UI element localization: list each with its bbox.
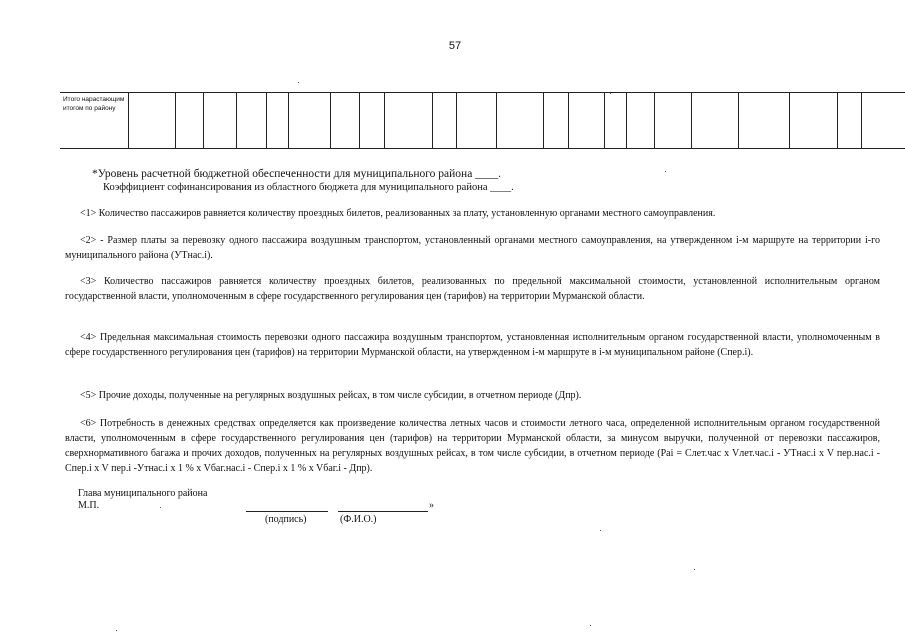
signature-title: Глава муниципального района (78, 488, 208, 499)
table-cell (266, 93, 288, 149)
table-cell (861, 93, 905, 149)
table-cell (128, 93, 175, 149)
footnote-4: <4> Предельная максимальная стоимость перевозки одного пассажира воздушным транспортом, установленная исполнительным органом государственной власти, уполномоченным в сфере государственного регулирования цен (тарифов) на территории Мурманской области, на утвержденном i-м маршруте в i-м муниципальном районе (Спер.i). (65, 332, 880, 358)
table-cell (691, 93, 738, 149)
budget-level-note: *Уровень расчетной бюджетной обеспеченности для муниципального района ____. (92, 168, 502, 180)
scan-speck (590, 625, 591, 626)
scan-speck (116, 630, 117, 631)
scan-speck (298, 82, 299, 83)
table-cell (789, 93, 837, 149)
closing-quote: » (429, 500, 434, 511)
table-cell (359, 93, 384, 149)
name-caption: (Ф.И.О.) (340, 514, 377, 525)
table-cell (543, 93, 568, 149)
table-row (60, 93, 905, 149)
table-cell (330, 93, 359, 149)
signature-line (246, 511, 328, 512)
scan-speck (665, 171, 666, 172)
summary-table (60, 92, 905, 149)
footnote-2: <2> - Размер платы за перевозку одного пассажира воздушным транспортом, установленный органами местного самоуправления, на утвержденном i-м маршруте на территории i-го муниципального района (УТнас.i). (65, 235, 880, 261)
scan-speck (610, 93, 611, 94)
table-cell (456, 93, 496, 149)
table-cell (837, 93, 861, 149)
footnote-1: <1> Количество пассажиров равняется количеству проездных билетов, реализованных за плату, установленную органами местного самоуправления. (80, 208, 716, 219)
footnote-5: <5> Прочие доходы, полученные на регулярных воздушных рейсах, в том числе субсидии, в отчетном периоде (Дпр). (80, 390, 582, 401)
page-number: 57 (448, 40, 462, 52)
stamp-place-label: М.П. (78, 500, 100, 511)
table-cell (288, 93, 330, 149)
table-cell (604, 93, 626, 149)
name-line (338, 511, 428, 512)
table-cell (626, 93, 654, 149)
table-cell (654, 93, 691, 149)
table-cell (432, 93, 456, 149)
cofinancing-coef-note: Коэффициент софинансирования из областного бюджета для муниципального района ____. (103, 182, 514, 193)
footnote-3: <3> Количество пассажиров равняется количеству проездных билетов, реализованных по предельной максимальной стоимости, установленной исполнительным органом государственной власти, уполномоченным в сфере государственного регулирования цен (тарифов) на территории Мурманской области. (65, 276, 880, 302)
table-cell (203, 93, 236, 149)
scan-speck (600, 530, 601, 531)
table-cell (175, 93, 203, 149)
scan-speck (694, 569, 695, 570)
table-cell (384, 93, 432, 149)
table-cell (496, 93, 543, 149)
table-cell (738, 93, 789, 149)
scan-speck (160, 507, 161, 508)
signature-caption: (подпись) (265, 514, 307, 525)
footnote-6: <6> Потребность в денежных средствах определяется как произведение количества летных часов и стоимости летного часа, определенной исполнительным органом государственной власти, уполномоченным в сфере государственного регулирования цен (тарифов) на территории Мурманской области, за минусом выручки, полученной от перевозки пассажиров, сверхнормативного багажа и прочих доходов, полученных на регулярных воздушных рейсах, в том числе субсидии, в отчетном периоде (Рai = Слет.час x Vлет.час.i - УТнас.i x V пер.нас.i - Спер.i x V пер.i -Утнас.i x 1 % x Vбаг.нас.i - Спер.i x 1 % x Vбаг.i - Дпр). (65, 418, 880, 474)
table-cell (236, 93, 266, 149)
table-cell (568, 93, 604, 149)
row-label: Итого нарастающим итогом по району (60, 93, 128, 149)
